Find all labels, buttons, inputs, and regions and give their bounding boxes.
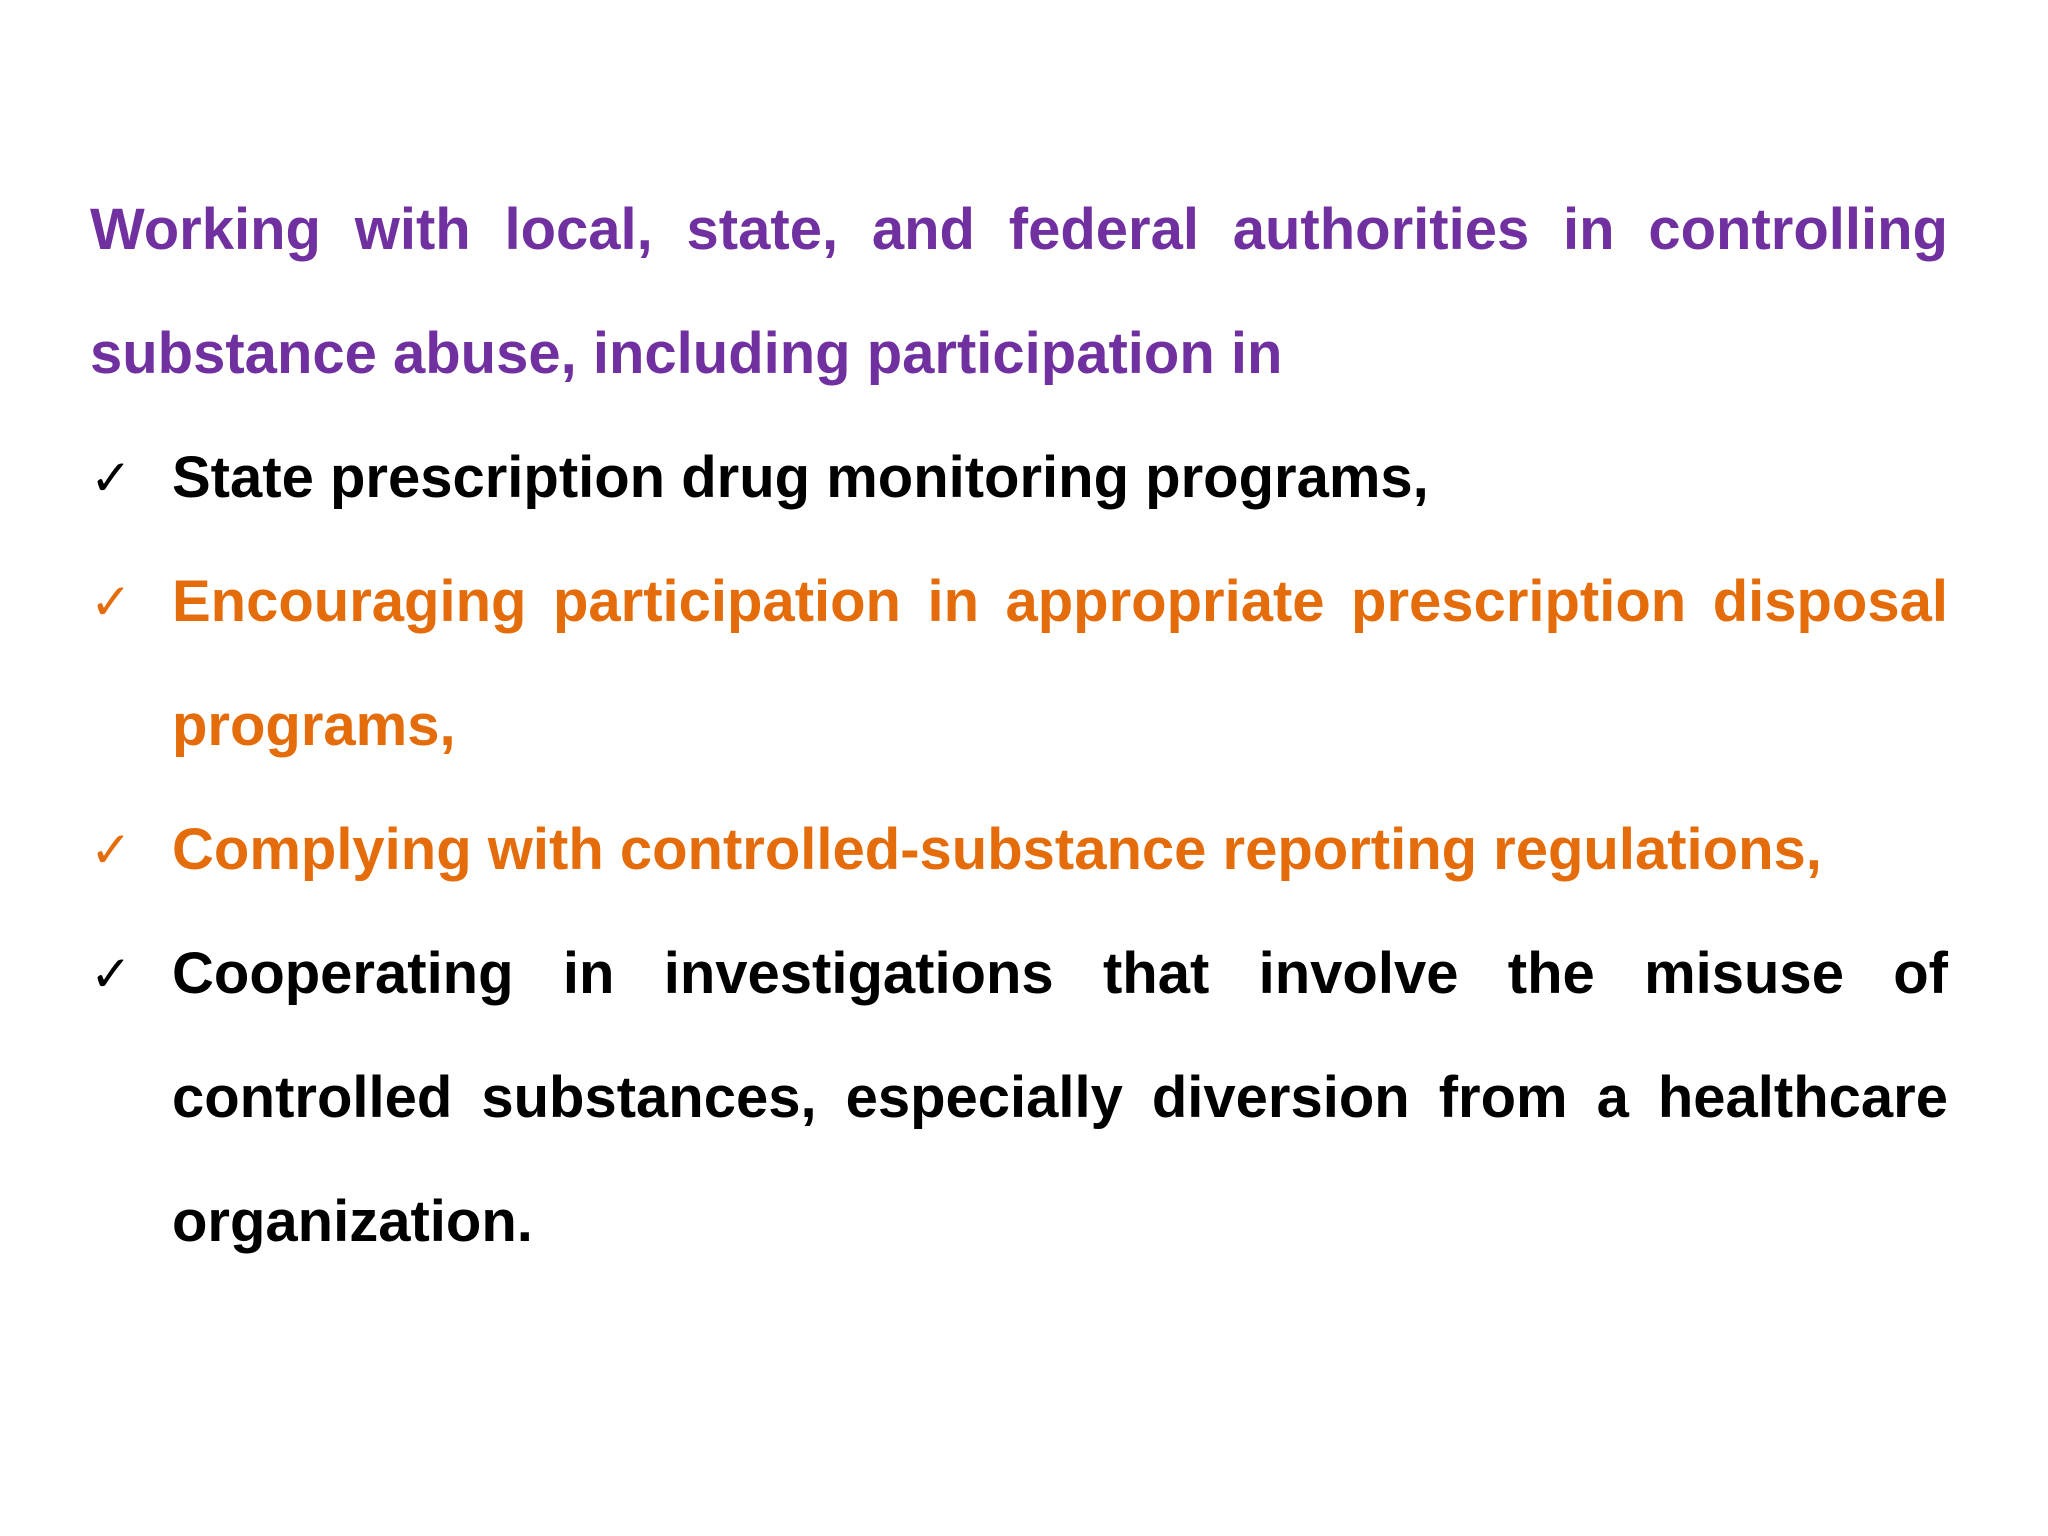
list-item	[90, 788, 1948, 912]
list-item-text: Cooperating in investigations that involve the misuse of controlled substances, especially diversion from a healthcare organization.	[172, 941, 1948, 1254]
list-item	[90, 540, 1948, 788]
list-item	[90, 416, 1948, 540]
checklist	[90, 416, 1948, 1284]
intro-paragraph: Working with local, state, and federal authorities in controlling substance abuse, including participation in	[90, 197, 1948, 386]
check-icon: ✓	[90, 449, 132, 507]
slide-content	[90, 168, 1948, 1284]
check-icon: ✓	[90, 945, 132, 1003]
check-icon: ✓	[90, 573, 132, 631]
list-item	[90, 912, 1948, 1284]
check-icon: ✓	[90, 821, 132, 879]
list-item-text: Encouraging participation in appropriate prescription disposal programs,	[172, 569, 1948, 758]
list-item-text: Complying with controlled-substance reporting regulations,	[172, 817, 1822, 882]
list-item-text: State prescription drug monitoring programs,	[172, 445, 1429, 510]
